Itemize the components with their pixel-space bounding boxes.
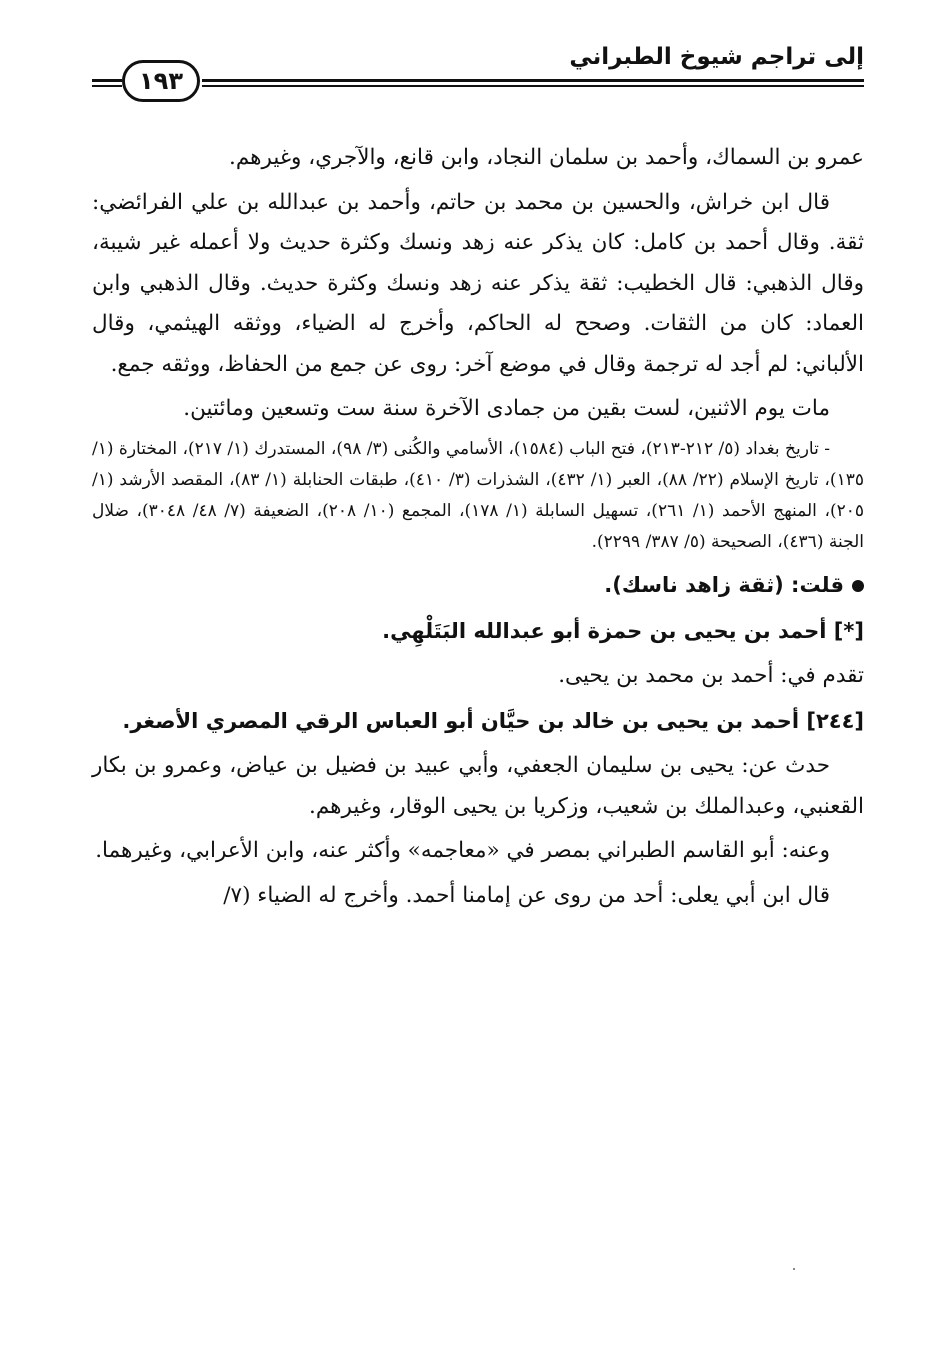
paragraph-students: عمرو بن السماك، وأحمد بن سلمان النجاد، وابن قانع، والآجري، وغيرهم. bbox=[228, 145, 864, 170]
bullet-icon bbox=[852, 580, 864, 592]
paragraph-grading: قال ابن خراش، والحسين بن محمد بن حاتم، وأحمد بن عبدالله بن علي الفرائضي: ثقة. وقال أحمد بن كامل: كان يذكر عنه زهد ونسك وكثرة حديث ولا أعمله غير شيبة، وقال الذهبي: قال الخطيب: ثقة يذكر عنه زهد ونسك وكثرة حديث. وقال الذهبي وابن العماد: كان من الثقات. وصحح له الحاكم، وأخرج له الضياء، ووثقه الهيثمي، وقال الألباني: لم أجد له ترجمة وقال في موضع آخر: روى عن جمع من الحفاظ، ووثقه جمع. bbox=[92, 189, 864, 377]
page-number: ١٩٣ bbox=[122, 60, 200, 102]
scan-speck bbox=[793, 1268, 795, 1270]
header-rule bbox=[202, 85, 864, 87]
paragraph-death: مات يوم الاثنين، لست بقين من جمادى الآخرة سنة ست وتسعين ومائتين. bbox=[183, 396, 830, 421]
header-rule bbox=[92, 79, 122, 82]
header-rule bbox=[202, 79, 864, 82]
paragraph-narrated-from: حدث عن: يحيى بن سليمان الجعفي، وأبي عبيد بن فضيل بن عياض، وعمرو بن بكار القعنبي، وعبدالملك بن شعيب، وزكريا بن يحيى الوقار، وغيرهم. bbox=[92, 753, 864, 819]
running-header bbox=[92, 38, 864, 108]
verdict bbox=[92, 564, 864, 606]
paragraph-ibn-abi-yala: قال ابن أبي يعلى: أحد من روى عن إمامنا أحمد. وأخرج له الضياء (٧/ bbox=[223, 882, 830, 908]
running-title: إلى تراجم شيوخ الطبراني bbox=[569, 44, 864, 70]
cross-reference: تقدم في: أحمد بن محمد بن يحيى. bbox=[558, 662, 864, 688]
entry-heading-244: [٢٤٤] أحمد بن يحيى بن خالد بن حيَّان أبو العباس الرقي المصري الأصغر. bbox=[122, 709, 864, 733]
verdict-text: قلت: (ثقة زاهد ناسك). bbox=[604, 572, 844, 597]
paragraph-narrated-by: وعنه: أبو القاسم الطبراني بمصر في «معاجمه» وأكثر عنه، وابن الأعرابي، وغيرهما. bbox=[95, 838, 830, 863]
footnote-sources: - تاريخ بغداد (٥/ ٢١٢-٢١٣)، فتح الباب (١٥٨٤)، الأسامي والكُنى (٣/ ٩٨)، المستدرك (١/ ٢١٧)، المختارة (١/ ١٣٥)، تاريخ الإسلام (٢٢/ ٨٨)، العبر (١/ ٤٣٢)، الشذرات (٣/ ٤١٠)، طبقات الحنابلة (١/ ٨٣)، المقصد الأرشد (١/ ٢٠٥)، المنهج الأحمد (١/ ٢٦١)، تسهيل السابلة (١/ ١٧٨)، المجمع (١٠/ ٢٠٨)، الضعيفة (٧/ ٤٨/ ٣٠٤٨)، ضلال الجنة (٤٣٦)، الصحيحة (٥/ ٣٨٧/ ٢٢٩٩). bbox=[92, 438, 864, 552]
entry-heading-star: [*] أحمد بن يحيى بن حمزة أبو عبدالله البَتَلْهِي. bbox=[382, 618, 864, 643]
page-body bbox=[92, 138, 864, 920]
header-rule bbox=[92, 85, 122, 87]
